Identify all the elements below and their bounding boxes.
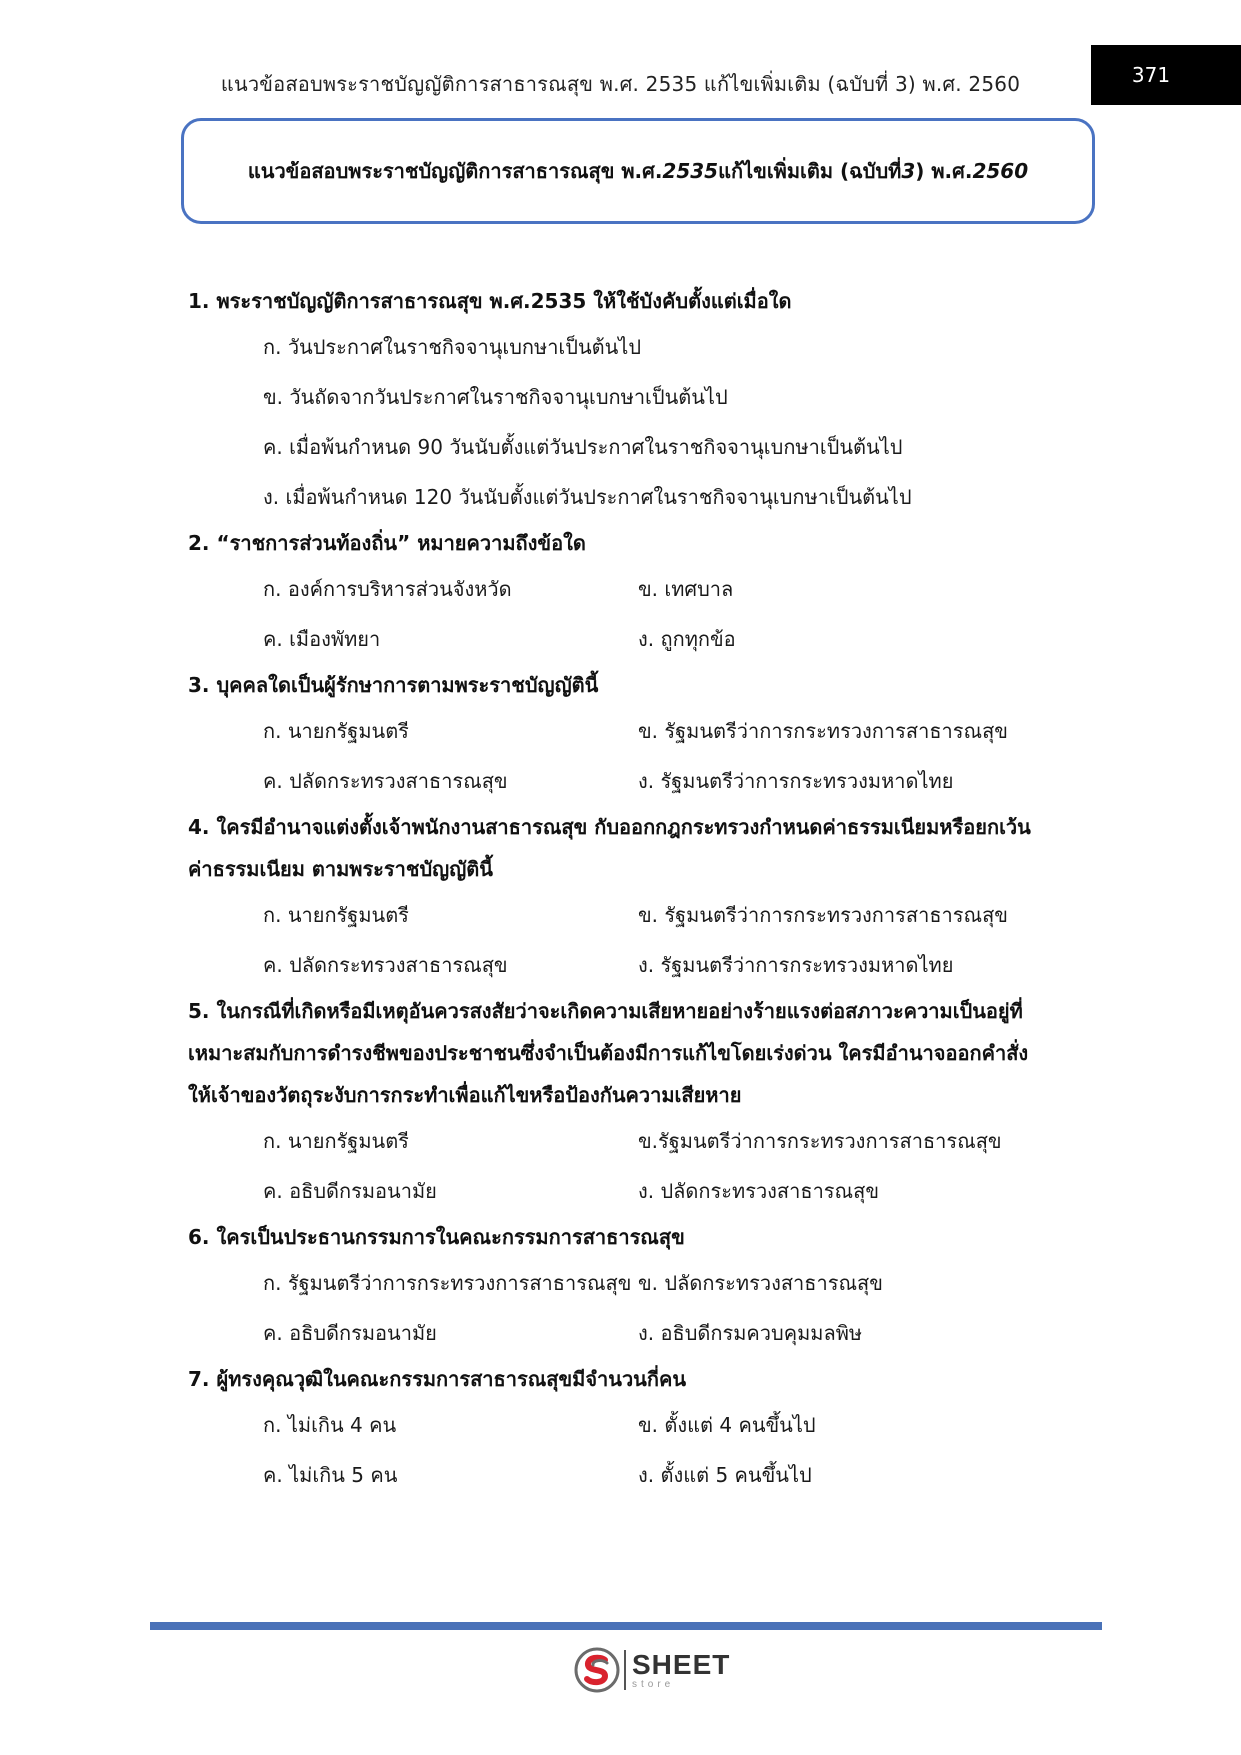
q7-option-d: ง. ตั้งแต่ 5 คนขึ้นไป <box>638 1463 812 1487</box>
q3-option-d: ง. รัฐมนตรีว่าการกระทรวงมหาดไทย <box>638 769 954 793</box>
title-part3: ) พ.ศ. <box>915 159 973 183</box>
question-7: 7. ผู้ทรงคุณวุฒิในคณะกรรมการสาธารณสุขมีจำนวนกี่คน <box>188 1367 687 1391</box>
title-edition: 3 <box>901 159 916 183</box>
logo-word: SHEET <box>632 1648 731 1680</box>
q4-options-row-2 <box>188 940 1093 990</box>
page-number-box <box>1091 45 1241 105</box>
question-2: 2. “ราชการส่วนท้องถิ่น” หมายความถึงข้อใด <box>188 531 586 555</box>
q5-options-row-2 <box>188 1166 1093 1216</box>
q2-option-d: ง. ถูกทุกข้อ <box>638 627 736 651</box>
q2-options-row-1 <box>188 564 1093 614</box>
q3-options-row-1 <box>188 706 1093 756</box>
question-3: 3. บุคคลใดเป็นผู้รักษาการตามพระราชบัญญัตินี้ <box>188 673 599 697</box>
question-4-line-1: 4. ใครมีอำนาจแต่งตั้งเจ้าพนักงานสาธารณสุข กับออกกฎกระทรวงกำหนดค่าธรรมเนียมหรือยกเว้น <box>188 815 1031 839</box>
title-year2: 2560 <box>972 159 1029 183</box>
q4-options-row-1 <box>188 890 1093 940</box>
question-5-line-2: เหมาะสมกับการดำรงชีพของประชาชนซึ่งจำเป็นต้องมีการแก้ไขโดยเร่งด่วน ใครมีอำนาจออกคำสั่ง <box>188 1041 1029 1065</box>
q3-option-c: ค. ปลัดกระทรวงสาธารณสุข <box>263 769 508 793</box>
question-5-line-3: ให้เจ้าของวัตถุระงับการกระทำเพื่อแก้ไขหรือป้องกันความเสียหาย <box>188 1083 742 1107</box>
q1-option-a: ก. วันประกาศในราชกิจจานุเบกษาเป็นต้นไป <box>263 335 642 359</box>
q7-option-a: ก. ไม่เกิน 4 คน <box>263 1413 397 1437</box>
q1-option-c: ค. เมื่อพ้นกำหนด 90 วันนับตั้งแต่วันประกาศในราชกิจจานุเบกษาเป็นต้นไป <box>263 435 903 459</box>
sheet-s-logo-icon <box>574 1647 620 1693</box>
title-part2: แก้ไขเพิ่มเติม (ฉบับที่ <box>718 159 902 183</box>
question-6: 6. ใครเป็นประธานกรรมการในคณะกรรมการสาธารณสุข <box>188 1225 685 1249</box>
q7-option-b: ข. ตั้งแต่ 4 คนขึ้นไป <box>638 1413 816 1437</box>
q5-option-d: ง. ปลัดกระทรวงสาธารณสุข <box>638 1179 879 1203</box>
title-part1: แนวข้อสอบพระราชบัญญัติการสาธารณสุข พ.ศ. <box>247 159 663 183</box>
page-number: 371 <box>1131 63 1171 87</box>
q6-options-row-2 <box>188 1308 1093 1358</box>
q7-options-row-2 <box>188 1450 1093 1500</box>
question-list <box>188 280 1093 1500</box>
q5-options-row-1 <box>188 1116 1093 1166</box>
logo-subword: store <box>632 1678 675 1690</box>
q1-option-b: ข. วันถัดจากวันประกาศในราชกิจจานุเบกษาเป็นต้นไป <box>263 385 728 409</box>
q2-option-b: ข. เทศบาล <box>638 577 734 601</box>
q2-options-row-2 <box>188 614 1093 664</box>
q4-option-d: ง. รัฐมนตรีว่าการกระทรวงมหาดไทย <box>638 953 954 977</box>
logo-text <box>632 1648 731 1690</box>
q6-option-d: ง. อธิบดีกรมควบคุมมลพิษ <box>638 1321 863 1345</box>
question-1: 1. พระราชบัญญัติการสาธารณสุข พ.ศ.2535 ให้ใช้บังคับตั้งแต่เมื่อใด <box>188 289 792 313</box>
q7-option-c: ค. ไม่เกิน 5 คน <box>263 1463 398 1487</box>
footer-divider <box>150 1622 1102 1630</box>
q1-option-d: ง. เมื่อพ้นกำหนด 120 วันนับตั้งแต่วันประกาศในราชกิจจานุเบกษาเป็นต้นไป <box>263 485 912 509</box>
q4-option-c: ค. ปลัดกระทรวงสาธารณสุข <box>263 953 508 977</box>
q2-option-c: ค. เมืองพัทยา <box>263 627 381 651</box>
q6-option-a: ก. รัฐมนตรีว่าการกระทรวงการสาธารณสุข <box>263 1271 632 1295</box>
q3-option-b: ข. รัฐมนตรีว่าการกระทรวงการสาธารณสุข <box>638 719 1008 743</box>
q4-option-a: ก. นายกรัฐมนตรี <box>263 903 409 927</box>
q3-option-a: ก. นายกรัฐมนตรี <box>263 719 409 743</box>
q5-option-b: ข.รัฐมนตรีว่าการกระทรวงการสาธารณสุข <box>638 1129 1002 1153</box>
question-5-line-1: 5. ในกรณีที่เกิดหรือมีเหตุอันควรสงสัยว่าจะเกิดความเสียหายอย่างร้ายแรงต่อสภาวะความเป็นอยู่ที่ <box>188 999 1023 1023</box>
running-header: แนวข้อสอบพระราชบัญญัติการสาธารณสุข พ.ศ. 2535 แก้ไขเพิ่มเติม (ฉบับที่ 3) พ.ศ. 2560 <box>220 72 1021 96</box>
title-year1: 2535 <box>662 159 719 183</box>
q2-option-a: ก. องค์การบริหารส่วนจังหวัด <box>263 577 512 601</box>
q3-options-row-2 <box>188 756 1093 806</box>
q4-option-b: ข. รัฐมนตรีว่าการกระทรวงการสาธารณสุข <box>638 903 1008 927</box>
q7-options-row-1 <box>188 1400 1093 1450</box>
q5-option-a: ก. นายกรัฐมนตรี <box>263 1129 409 1153</box>
title-box <box>181 118 1095 224</box>
q6-option-b: ข. ปลัดกระทรวงสาธารณสุข <box>638 1271 883 1295</box>
logo-separator <box>624 1650 626 1690</box>
q6-option-c: ค. อธิบดีกรมอนามัย <box>263 1321 437 1345</box>
q5-option-c: ค. อธิบดีกรมอนามัย <box>263 1179 437 1203</box>
q6-options-row-1 <box>188 1258 1093 1308</box>
sheet-store-logo <box>574 1645 730 1695</box>
question-4-line-2: ค่าธรรมเนียม ตามพระราชบัญญัตินี้ <box>188 857 493 881</box>
